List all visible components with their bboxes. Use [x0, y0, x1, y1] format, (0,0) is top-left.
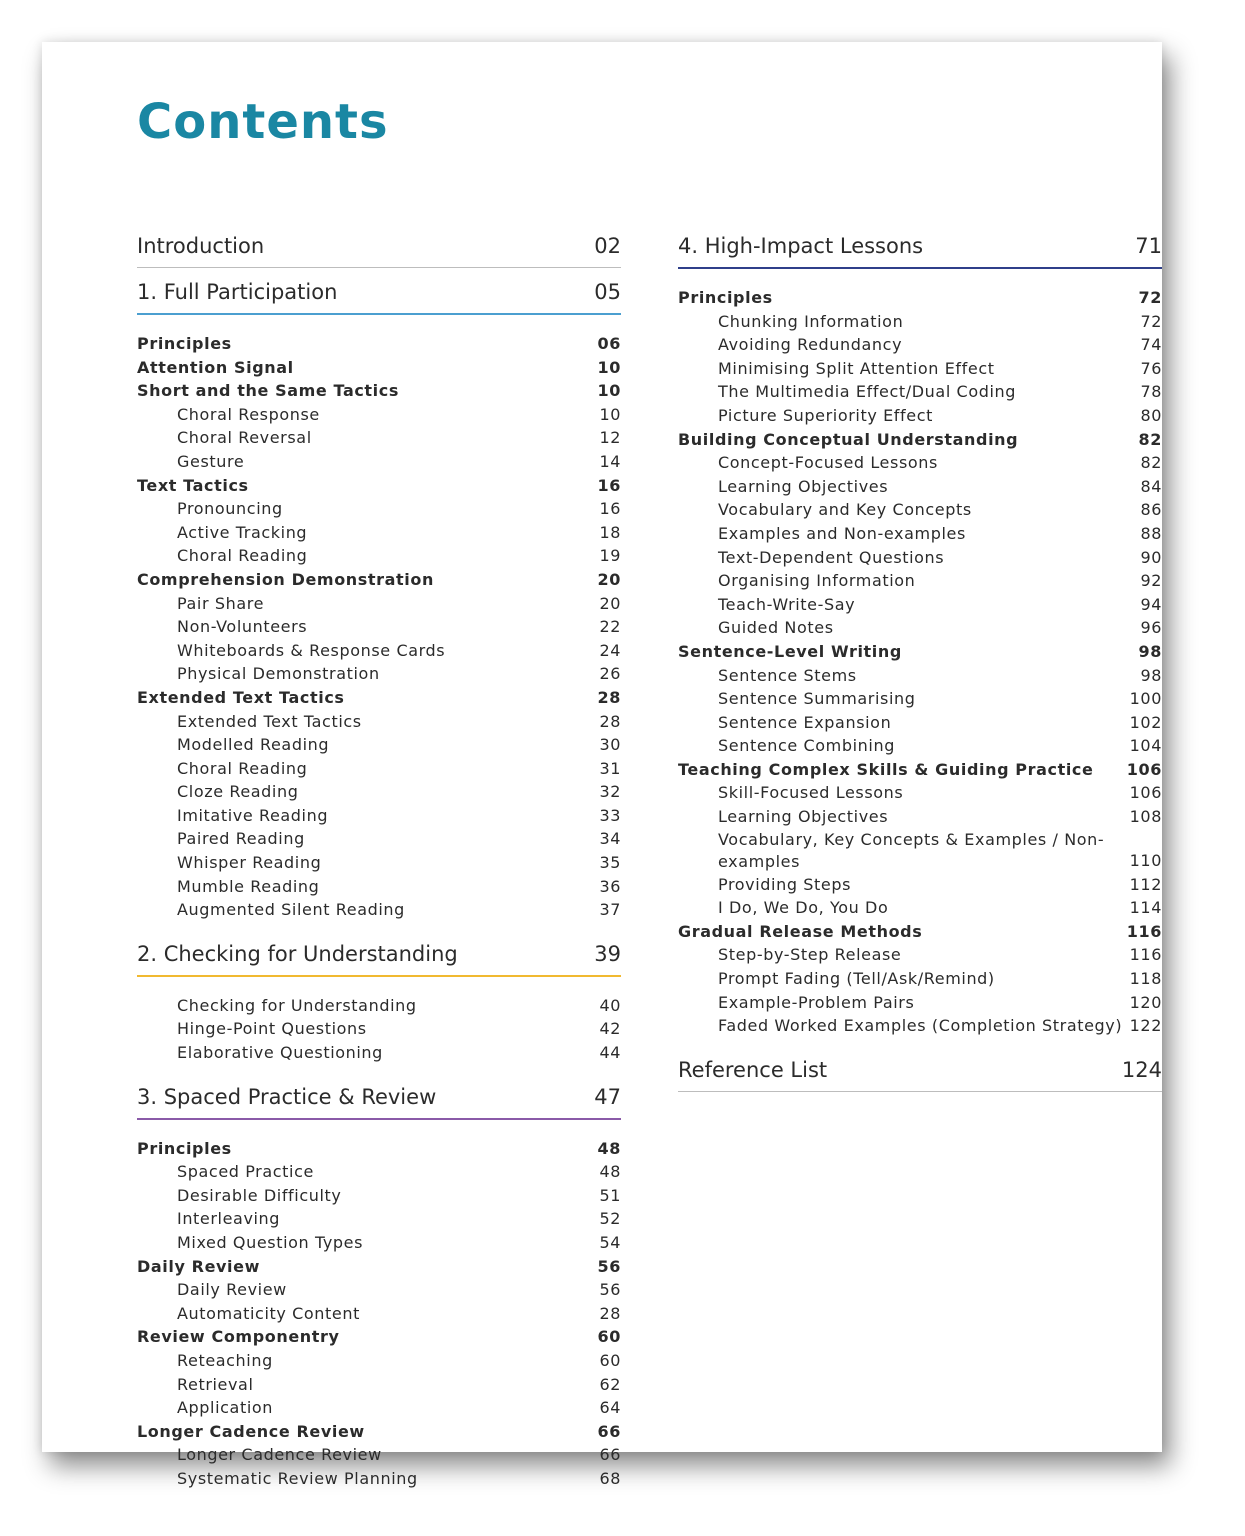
- entry-label: Chunking Information: [718, 311, 904, 331]
- toc-entry[interactable]: [137, 639, 621, 663]
- entry-label: Review Componentry: [137, 1327, 340, 1347]
- entry-page: 22: [599, 617, 621, 637]
- entry-page: 31: [599, 758, 621, 778]
- entry-label: Avoiding Redundancy: [718, 335, 903, 355]
- entry-page: 90: [1140, 547, 1162, 567]
- toc-entry[interactable]: [678, 687, 1162, 711]
- toc-entry[interactable]: [678, 380, 1162, 404]
- toc-entry[interactable]: [678, 781, 1162, 805]
- toc-section-high-impact-lessons[interactable]: [678, 232, 1162, 269]
- section-page: 71: [1135, 234, 1162, 258]
- entry-page: 40: [599, 995, 621, 1015]
- entry-page: 44: [599, 1043, 621, 1063]
- entry-page: 72: [1138, 288, 1162, 307]
- entry-label: Choral Response: [177, 404, 320, 424]
- toc-entry[interactable]: [137, 450, 621, 474]
- toc-list-checking-for-understanding: [137, 994, 621, 1073]
- toc-entry[interactable]: [678, 498, 1162, 522]
- entry-label: Daily Review: [137, 1256, 260, 1276]
- entry-page: 56: [599, 1280, 621, 1300]
- toc-entry[interactable]: [137, 544, 621, 568]
- entry-page: 66: [597, 1421, 621, 1441]
- entry-page: 98: [1140, 665, 1162, 685]
- toc-entry[interactable]: [137, 780, 621, 804]
- entry-page: 72: [1140, 311, 1162, 331]
- entry-page: 12: [599, 428, 621, 448]
- entry-label: Step-by-Step Release: [718, 945, 902, 965]
- entry-label: Pronouncing: [177, 499, 283, 519]
- entry-label: I Do, We Do, You Do: [718, 898, 889, 918]
- entry-page: 36: [599, 876, 621, 896]
- toc-entry[interactable]: [137, 1467, 621, 1491]
- entry-label: Gesture: [177, 451, 245, 471]
- entry-page: 102: [1129, 712, 1162, 732]
- entry-label: Spaced Practice: [177, 1162, 314, 1182]
- toc-heading-entry[interactable]: [137, 568, 621, 592]
- section-label: Reference List: [678, 1057, 828, 1082]
- entry-label: Vocabulary and Key Concepts: [718, 500, 972, 520]
- entry-label: Sentence-Level Writing: [678, 641, 902, 661]
- entry-label: Learning Objectives: [718, 476, 889, 496]
- entry-page: 06: [597, 334, 621, 353]
- entry-page: 114: [1129, 898, 1162, 918]
- entry-page: 35: [599, 853, 621, 873]
- toc-entry[interactable]: [137, 875, 621, 899]
- entry-page: 60: [599, 1350, 621, 1370]
- entry-label: Interleaving: [177, 1209, 281, 1229]
- entry-page: 16: [599, 499, 621, 519]
- toc-heading-entry[interactable]: [678, 920, 1162, 944]
- entry-page: 20: [597, 569, 621, 589]
- page-title: Contents: [137, 94, 389, 150]
- entry-page: 100: [1129, 689, 1162, 709]
- entry-page: 52: [599, 1209, 621, 1229]
- entry-label: Retrieval: [177, 1374, 254, 1394]
- entry-page: 33: [599, 805, 621, 825]
- entry-label: Whiteboards & Response Cards: [177, 640, 446, 660]
- entry-page: 112: [1129, 874, 1162, 894]
- toc-entry[interactable]: [137, 851, 621, 875]
- entry-page: 19: [599, 546, 621, 566]
- toc-heading-entry[interactable]: [137, 332, 621, 356]
- toc-entry[interactable]: [678, 593, 1162, 617]
- entry-label: Comprehension Demonstration: [137, 569, 434, 589]
- entry-label: Choral Reversal: [177, 428, 312, 448]
- section-page: 47: [594, 1084, 621, 1109]
- toc-heading-entry[interactable]: [137, 686, 621, 710]
- entry-page: 10: [599, 404, 621, 424]
- section-label: 4. High-Impact Lessons: [678, 234, 924, 258]
- entry-label: Choral Reading: [177, 546, 308, 566]
- toc-right-column: [678, 232, 1162, 1102]
- toc-entry[interactable]: [137, 804, 621, 828]
- entry-label: Augmented Silent Reading: [177, 900, 405, 920]
- entry-label: Paired Reading: [177, 829, 305, 849]
- toc-entry[interactable]: [137, 994, 621, 1018]
- entry-label: Longer Cadence Review: [177, 1445, 382, 1465]
- entry-label: Skill-Focused Lessons: [718, 783, 904, 803]
- entry-label: Concept-Focused Lessons: [718, 453, 938, 473]
- entry-page: 18: [599, 522, 621, 542]
- toc-entry[interactable]: [678, 896, 1162, 920]
- entry-label: Text Tactics: [137, 475, 249, 495]
- entry-page: 122: [1129, 1016, 1162, 1036]
- entry-page: 78: [1140, 382, 1162, 402]
- entry-page: 106: [1129, 783, 1162, 803]
- toc-heading-entry[interactable]: [678, 758, 1162, 782]
- toc-entry[interactable]: [137, 1160, 621, 1184]
- toc-entry[interactable]: [678, 967, 1162, 991]
- toc-entry[interactable]: [678, 357, 1162, 381]
- toc-section-checking-for-understanding[interactable]: [137, 940, 621, 977]
- entry-page: 10: [597, 357, 621, 377]
- entry-page: 118: [1129, 969, 1162, 989]
- entry-label: Picture Superiority Effect: [718, 405, 933, 425]
- toc-entry[interactable]: [137, 662, 621, 686]
- entry-label: Cloze Reading: [177, 782, 299, 802]
- section-page: 39: [594, 941, 621, 966]
- toc-entry[interactable]: [137, 733, 621, 757]
- entry-page: 32: [599, 782, 621, 802]
- entry-label: Extended Text Tactics: [137, 687, 345, 707]
- toc-entry[interactable]: [678, 664, 1162, 688]
- entry-label: Extended Text Tactics: [177, 711, 362, 731]
- toc-list-high-impact-lessons: [678, 286, 1162, 1046]
- entry-page: 110: [1129, 851, 1162, 871]
- entry-label: Principles: [678, 288, 773, 307]
- section-label: Introduction: [137, 234, 265, 258]
- toc-entry[interactable]: [137, 1396, 621, 1420]
- entry-label: Hinge-Point Questions: [177, 1019, 367, 1039]
- entry-label: Whisper Reading: [177, 853, 322, 873]
- toc-list-spaced-practice-review: [137, 1137, 621, 1499]
- toc-section-spaced-practice-review[interactable]: [137, 1083, 621, 1120]
- entry-page: 10: [597, 381, 621, 401]
- toc-entry[interactable]: [678, 310, 1162, 334]
- section-label: 2. Checking for Understanding: [137, 941, 458, 966]
- entry-label: Physical Demonstration: [177, 664, 380, 684]
- entry-page: 120: [1129, 992, 1162, 1012]
- toc-heading-entry[interactable]: [678, 640, 1162, 664]
- toc-heading-entry[interactable]: [678, 428, 1162, 452]
- toc-entry[interactable]: [137, 1443, 621, 1467]
- entry-label: Text-Dependent Questions: [718, 547, 945, 567]
- entry-page: 86: [1140, 500, 1162, 520]
- toc-entry[interactable]: [137, 1302, 621, 1326]
- toc-entry[interactable]: [678, 616, 1162, 640]
- entry-page: 92: [1140, 571, 1162, 591]
- toc-entry[interactable]: [678, 805, 1162, 829]
- entry-label: Guided Notes: [718, 618, 834, 638]
- entry-label: Application: [177, 1398, 273, 1418]
- entry-page: 26: [599, 664, 621, 684]
- entry-page: 37: [599, 900, 621, 920]
- entry-label: Gradual Release Methods: [678, 921, 923, 941]
- entry-label: Faded Worked Examples (Completion Strategy): [718, 1016, 1123, 1036]
- toc-entry[interactable]: [678, 451, 1162, 475]
- entry-page: 64: [599, 1398, 621, 1418]
- toc-section-introduction[interactable]: [137, 232, 621, 268]
- toc-section-reference-list[interactable]: [678, 1056, 1162, 1092]
- entry-page: 28: [597, 687, 621, 707]
- entry-page: 94: [1140, 594, 1162, 614]
- toc-entry[interactable]: [137, 1184, 621, 1208]
- toc-entry[interactable]: [137, 521, 621, 545]
- entry-page: 88: [1140, 523, 1162, 543]
- entry-label: Elaborative Questioning: [177, 1043, 383, 1063]
- entry-label: Prompt Fading (Tell/Ask/Remind): [718, 969, 995, 989]
- entry-label: Sentence Combining: [718, 736, 895, 756]
- entry-page: 24: [599, 640, 621, 660]
- toc-entry[interactable]: [678, 734, 1162, 758]
- toc-heading-entry[interactable]: [137, 474, 621, 498]
- entry-page: 66: [599, 1445, 621, 1465]
- entry-page: 106: [1126, 759, 1162, 779]
- entry-label: Learning Objectives: [718, 807, 889, 827]
- entry-page: 51: [599, 1185, 621, 1205]
- entry-page: 82: [1138, 429, 1162, 449]
- entry-page: 60: [597, 1327, 621, 1347]
- entry-label: Principles: [137, 334, 232, 353]
- entry-label: Pair Share: [177, 593, 265, 613]
- entry-label: Imitative Reading: [177, 805, 329, 825]
- toc-entry[interactable]: [678, 943, 1162, 967]
- toc-entry[interactable]: [137, 757, 621, 781]
- toc-entry[interactable]: [137, 1278, 621, 1302]
- toc-entry[interactable]: [678, 1014, 1162, 1038]
- entry-page: 98: [1138, 641, 1162, 661]
- entry-label: Mixed Question Types: [177, 1233, 364, 1252]
- entry-label: Sentence Stems: [718, 665, 857, 685]
- entry-page: 54: [599, 1233, 621, 1252]
- entry-page: 104: [1129, 736, 1162, 756]
- contents-page: [42, 42, 1162, 1488]
- section-label: 1. Full Participation: [137, 280, 338, 304]
- entry-label: Example-Problem Pairs: [718, 992, 915, 1012]
- entry-label: Examples and Non-examples: [718, 523, 966, 543]
- toc-heading-entry[interactable]: [137, 379, 621, 403]
- entry-label: Providing Steps: [718, 874, 852, 894]
- entry-label: Modelled Reading: [177, 735, 330, 755]
- entry-page: 42: [599, 1019, 621, 1039]
- entry-page: 68: [599, 1468, 621, 1488]
- entry-label: Building Conceptual Understanding: [678, 429, 1019, 449]
- toc-entry[interactable]: [678, 546, 1162, 570]
- toc-heading-entry[interactable]: [137, 1325, 621, 1349]
- entry-label: Systematic Review Planning: [177, 1468, 418, 1488]
- entry-label: Automaticity Content: [177, 1303, 360, 1323]
- toc-entry[interactable]: [137, 827, 621, 851]
- section-page: 124: [1121, 1057, 1162, 1082]
- entry-label: Attention Signal: [137, 357, 294, 377]
- entry-page: 48: [599, 1162, 621, 1182]
- entry-label: Mumble Reading: [177, 876, 320, 896]
- toc-left-column: [137, 232, 621, 1499]
- entry-label: Reteaching: [177, 1350, 273, 1370]
- toc-heading-entry[interactable]: [137, 356, 621, 380]
- toc-entry[interactable]: [678, 873, 1162, 897]
- section-page: 02: [594, 234, 621, 258]
- toc-entry[interactable]: [137, 1231, 621, 1255]
- toc-entry[interactable]: [137, 1017, 621, 1041]
- toc-section-full-participation[interactable]: [137, 278, 621, 315]
- toc-heading-entry[interactable]: [678, 286, 1162, 310]
- entry-page: 56: [597, 1256, 621, 1276]
- entry-label: Active Tracking: [177, 522, 308, 542]
- toc-entry[interactable]: [137, 710, 621, 734]
- toc-entry[interactable]: [137, 615, 621, 639]
- entry-page: 108: [1129, 807, 1162, 827]
- toc-entry[interactable]: [678, 475, 1162, 499]
- entry-page: 14: [599, 451, 621, 471]
- toc-heading-entry[interactable]: [137, 1420, 621, 1444]
- entry-page: 62: [599, 1374, 621, 1394]
- entry-label: Vocabulary, Key Concepts & Examples / Non-examples: [718, 829, 1105, 871]
- entry-page: 76: [1140, 358, 1162, 378]
- toc-entry[interactable]: [137, 1373, 621, 1397]
- entry-label: Non-Volunteers: [177, 617, 308, 637]
- entry-label: Sentence Summarising: [718, 689, 916, 709]
- entry-label: Sentence Expansion: [718, 712, 892, 732]
- section-label: 3. Spaced Practice & Review: [137, 1084, 437, 1109]
- toc-entry[interactable]: [137, 426, 621, 450]
- entry-label: The Multimedia Effect/Dual Coding: [718, 382, 1017, 402]
- entry-label: Choral Reading: [177, 758, 308, 778]
- toc-entry[interactable]: [137, 1041, 621, 1065]
- toc-entry[interactable]: [137, 497, 621, 521]
- entry-page: 30: [599, 735, 621, 755]
- entry-page: 16: [597, 475, 621, 495]
- toc-entry[interactable]: [678, 829, 1162, 873]
- section-page: 05: [594, 280, 621, 304]
- toc-entry[interactable]: [678, 522, 1162, 546]
- entry-label: Checking for Understanding: [177, 995, 417, 1015]
- toc-entry[interactable]: [678, 333, 1162, 357]
- entry-page: 116: [1126, 921, 1162, 941]
- entry-page: 82: [1140, 453, 1162, 473]
- toc-heading-entry[interactable]: [137, 1255, 621, 1279]
- entry-page: 28: [599, 711, 621, 731]
- toc-entry[interactable]: [678, 404, 1162, 428]
- entry-page: 20: [599, 593, 621, 613]
- entry-page: 96: [1140, 618, 1162, 638]
- toc-entry[interactable]: [137, 898, 621, 922]
- entry-label: Desirable Difficulty: [177, 1185, 342, 1205]
- entry-label: Longer Cadence Review: [137, 1421, 365, 1441]
- entry-page: 84: [1140, 476, 1162, 496]
- toc-entry[interactable]: [137, 403, 621, 427]
- entry-label: Minimising Split Attention Effect: [718, 358, 995, 378]
- entry-label: Short and the Same Tactics: [137, 381, 399, 401]
- entry-label: Organising Information: [718, 571, 916, 591]
- entry-label: Teach-Write-Say: [718, 594, 856, 614]
- entry-page: 28: [599, 1303, 621, 1323]
- toc-entry[interactable]: [678, 711, 1162, 735]
- entry-page: 48: [597, 1138, 621, 1158]
- entry-label: Teaching Complex Skills & Guiding Practice: [678, 759, 1094, 779]
- toc-entry[interactable]: [678, 569, 1162, 593]
- entry-page: 74: [1140, 335, 1162, 355]
- toc-entry[interactable]: [137, 1207, 621, 1231]
- toc-entry[interactable]: [137, 592, 621, 616]
- toc-entry[interactable]: [678, 991, 1162, 1015]
- toc-list-full-participation: [137, 332, 621, 930]
- entry-label: Principles: [137, 1138, 232, 1158]
- toc-heading-entry[interactable]: [137, 1137, 621, 1161]
- entry-page: 80: [1140, 405, 1162, 425]
- entry-page: 34: [599, 829, 621, 849]
- entry-page: 116: [1129, 945, 1162, 965]
- entry-label: Daily Review: [177, 1280, 287, 1300]
- toc-entry[interactable]: [137, 1349, 621, 1373]
